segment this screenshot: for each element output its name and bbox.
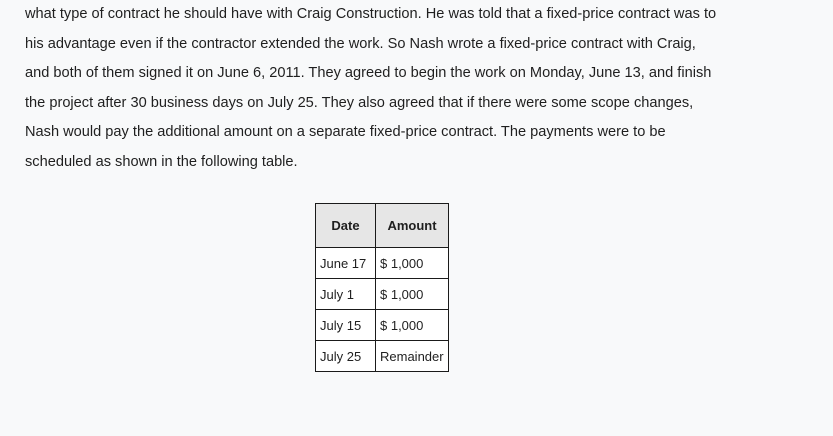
date-cell: July 15: [316, 310, 376, 341]
text-line: his advantage even if the contractor extended the work. So Nash wrote a fixed-price contract with Craig,: [25, 35, 696, 52]
amount-cell: Remainder: [376, 341, 449, 372]
text-line: Nash would pay the additional amount on a separate fixed-price contract. The payments were to be: [25, 124, 666, 140]
payment-table: [315, 203, 449, 372]
amount-cell: $ 1,000: [376, 310, 449, 341]
date-cell: June 17: [316, 248, 376, 279]
amount-cell: $ 1,000: [376, 248, 449, 279]
date-cell: July 25: [316, 341, 376, 372]
table-header-row: [316, 204, 449, 248]
payment-schedule-table: [315, 203, 449, 372]
table-row: [316, 310, 449, 341]
table-row: [316, 248, 449, 279]
date-cell: July 1: [316, 279, 376, 310]
text-line: what type of contract he should have with Craig Construction. He was told that a fixed-price contract was to: [25, 6, 717, 22]
table-row: [316, 279, 449, 310]
text-line: and both of them signed it on June 6, 2011. They agreed to begin the work on Monday, June 13, and finish: [25, 65, 712, 81]
amount-cell: $ 1,000: [376, 279, 449, 310]
header-amount: Amount: [376, 204, 449, 248]
table-row: [316, 341, 449, 372]
text-line: the project after 30 business days on July 25. They also agreed that if there were some scope changes,: [25, 94, 694, 111]
text-line: scheduled as shown in the following table.: [25, 153, 298, 170]
problem-text: [25, 0, 825, 177]
header-date: Date: [316, 204, 376, 248]
